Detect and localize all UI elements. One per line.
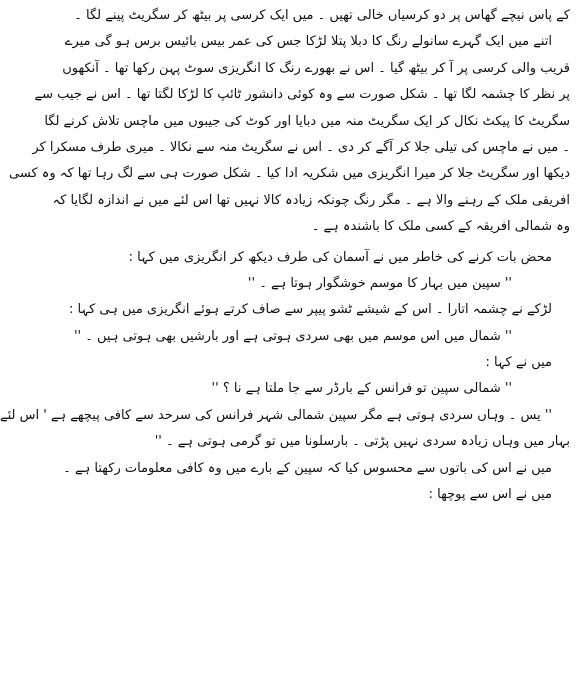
text-line: میں نے اس کی باتوں سے محسوس کیا کہ سپین کے بارے میں وہ کافی معلومات رکھتا ہے ۔: [63, 460, 552, 476]
dialogue-line: '' سپین میں بہار کا موسم خوشگوار ہوتا ہے ۔ '': [247, 275, 512, 291]
text-line: کے پاس نیچے گھاس پر دو کرسیاں خالی تھیں ۔ میں ایک کرسی پر بیٹھ کر سگریٹ پینے لگا ۔: [74, 8, 570, 23]
text-line: میں نے اس سے پوچھا :: [428, 487, 552, 503]
dialogue-line: '' شمال میں اس موسم میں بھی سردی ہوتی ہے اور بارشیں بھی ہوتی ہیں ۔ '': [73, 328, 512, 344]
dialogue-line: '' یس ۔ وہاں سردی ہوتی ہے مگر سپین شمالی شہر فرانس کی سرحد سے کافی پیچھے ہے ' اس لئے: [0, 407, 552, 423]
text-line: سگریٹ کا پیکٹ نکال کر ایک سگریٹ منہ میں دبایا اور کوٹ کی جیبوں میں ماچس تلاش کرنے لگا: [44, 113, 570, 129]
text-line: میں نے کہا :: [485, 355, 552, 371]
text-line: محض بات کرنے کی خاطر میں نے آسمان کی طرف دیکھ کر انگریزی میں کہا :: [128, 249, 552, 265]
text-line: افریقی ملک کے رہنے والا ہے ۔ مگر رنگ چونکہ زیادہ کالا نہیں تھا اس لئے میں نے اندازہ لگایا کہ: [52, 192, 570, 208]
text-line: وہ شمالی افریقہ کے کسی ملک کا باشندہ ہے ۔: [311, 219, 570, 235]
text-line: دیکھا اور سگریٹ جلا کر میرا انگریزی میں شکریہ ادا کیا ۔ شکل صورت ہی سے لگ رہا تھا کہ وہ کسی: [9, 166, 570, 182]
dialogue-line: '' شمالی سپین تو فرانس کے بارڈر سے جا ملتا ہے نا ؟ '': [211, 381, 512, 397]
text-line: لڑکے نے چشمہ اتارا ۔ اس کے شیشے ٹشو پیپر سے صاف کرتے ہوئے انگریزی میں ہی کہا :: [69, 302, 552, 318]
text-line: پر نظر کا چشمہ لگا تھا ۔ شکل صورت سے وہ کوئی دانشور ٹائپ کا لڑکا لگتا تھا ۔ اس نے جیب سے: [34, 87, 570, 103]
text-line: بہار میں وہاں زیادہ سردی نہیں پڑتی ۔ بارسلونا میں تو گرمی ہوتی ہے ۔ '': [154, 434, 570, 450]
text-line: اتنے میں ایک گہرے سانولے رنگ کا دبلا پتلا لڑکا جس کی عمر بیس بائیس برس ہو گی میرے: [64, 34, 552, 50]
text-line: قریب والی کرسی پر آ کر بیٹھ گیا ۔ اس نے بھورے رنگ کا انگریزی سوٹ پہن رکھا تھا ۔ آنکھوں: [62, 60, 570, 76]
text-line: ۔ میں نے ماچس کی تیلی جلا کر آگے کر دی ۔ اس نے سگریٹ منہ سے نکالا ۔ میری طرف مسکرا کر: [32, 139, 570, 155]
